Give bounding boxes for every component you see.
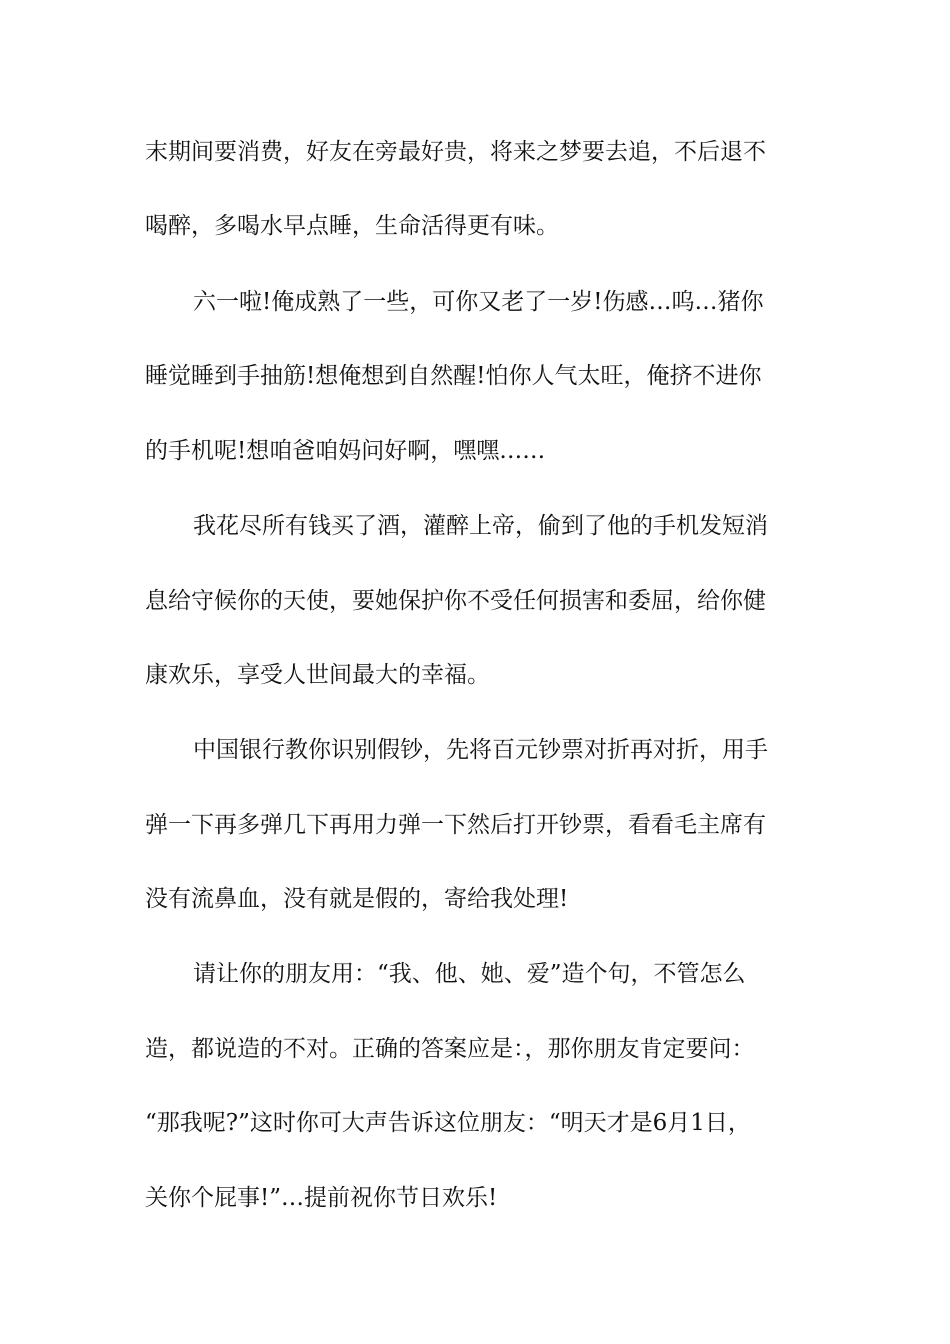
text-line: 康欢乐，享受人世间最大的幸福。	[145, 662, 490, 688]
text-line: 的手机呢!想咱爸咱妈问好啊，嘿嘿……	[145, 438, 546, 464]
text-line: 喝醉，多喝水早点睡，生命活得更有味。	[145, 213, 559, 239]
paragraph-first-line: 我花尽所有钱买了酒，灌醉上帝，偷到了他的手机发短消	[193, 513, 768, 539]
text-line: 关你个屁事!”…提前祝你节日欢乐!	[145, 1185, 498, 1211]
text-line: 造，都说造的不对。正确的答案应是：，那你朋友肯定要问：	[145, 1036, 755, 1062]
text-line: 睡觉睡到手抽筋!想俺想到自然醒!怕你人气太旺，俺挤不进你	[145, 363, 762, 389]
text-line: 没有流鼻血，没有就是假的，寄给我处理!	[145, 886, 569, 912]
text-line: 息给守候你的天使，要她保护你不受任何损害和委屈，给你健	[145, 588, 766, 614]
paragraph-first-line: 中国银行教你识别假钞，先将百元钞票对折再对折，用手	[193, 737, 768, 763]
paragraph-first-line: 请让你的朋友用：“我、他、她、爱”造个句，不管怎么	[193, 961, 746, 987]
text-line: 弹一下再多弹几下再用力弹一下然后打开钞票，看看毛主席有	[145, 812, 766, 838]
text-line: 末期间要消费，好友在旁最好贵，将来之梦要去追，不后退不	[145, 139, 766, 165]
text-line: “那我呢?”这时你可大声告诉这位朋友：“明天才是6月1日，	[145, 1110, 751, 1136]
paragraph-first-line: 六一啦!俺成熟了一些，可你又老了一岁!伤感…呜…猪你	[193, 289, 764, 315]
